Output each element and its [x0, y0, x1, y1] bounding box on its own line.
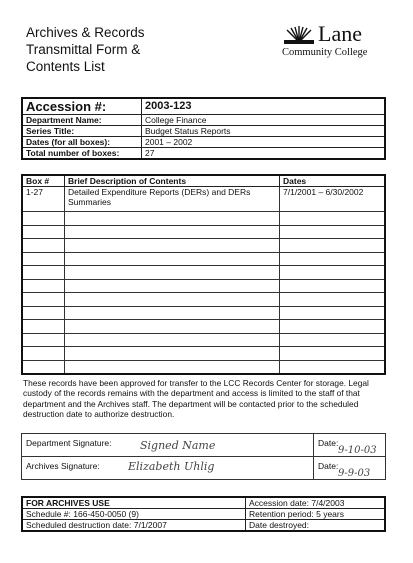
- blank-cell: [65, 360, 280, 374]
- title-line: Archives & Records: [26, 25, 145, 40]
- archives-signature-date: 9-9-03: [338, 468, 371, 479]
- series-value: Budget Status Reports: [142, 126, 386, 137]
- custody-notice: These records have been approved for transfer to the LCC Records Center for storage. Legal custody of the records remains with the department and access is limited to the staff of that department and the Archives staff. The department will be contacted prior to the scheduled destruction date to authorize destruction.: [23, 378, 369, 420]
- content-dates: 7/1/2001 – 6/30/2002: [280, 187, 386, 212]
- blank-cell: [65, 252, 280, 266]
- lane-logo: [282, 22, 392, 66]
- department-signature-date: 9-10-03: [338, 445, 377, 456]
- department-value: College Finance: [142, 115, 386, 126]
- blank-cell: [280, 252, 386, 266]
- contents-table: [21, 174, 386, 375]
- title-line: Contents List: [26, 59, 105, 74]
- contents-header-row: [22, 175, 385, 187]
- blank-cell: [22, 347, 65, 361]
- logo-wordmark: Lane: [318, 21, 362, 46]
- blank-row: [22, 333, 385, 347]
- blank-cell: [280, 225, 386, 239]
- boxes-value: 27: [142, 148, 386, 160]
- series-label: Series Title:: [22, 126, 142, 137]
- blank-cell: [280, 293, 386, 307]
- boxes-label: Total number of boxes:: [22, 148, 142, 160]
- accession-table: [21, 97, 386, 160]
- blank-cell: [280, 239, 386, 253]
- blank-cell: [22, 239, 65, 253]
- blank-row: [22, 252, 385, 266]
- table-row: [22, 187, 385, 212]
- blank-cell: [280, 347, 386, 361]
- archives-signature: Elizabeth Uhlig: [128, 460, 215, 473]
- box-number: 1-27: [22, 187, 65, 212]
- blank-row: [22, 320, 385, 334]
- schedule-number: Schedule #: 166-450-0050 (9): [22, 509, 246, 520]
- blank-cell: [65, 333, 280, 347]
- archives-signature-cell: [22, 457, 314, 480]
- blank-row: [22, 347, 385, 361]
- dates-header: Dates: [280, 175, 386, 187]
- blank-cell: [65, 212, 280, 226]
- department-label: Department Name:: [22, 115, 142, 126]
- blank-cell: [280, 333, 386, 347]
- archives-use-row: [22, 520, 385, 532]
- archives-signature-row: [22, 457, 386, 480]
- blank-cell: [280, 320, 386, 334]
- dates-value: 2001 – 2002: [142, 137, 386, 148]
- blank-cell: [22, 333, 65, 347]
- blank-cell: [22, 293, 65, 307]
- blank-cell: [280, 306, 386, 320]
- title-line: Transmittal Form &: [26, 42, 141, 57]
- boxes-row: [22, 148, 385, 160]
- form-title: [26, 24, 216, 75]
- archives-signature-label: Archives Signature:: [26, 461, 100, 471]
- blank-cell: [22, 252, 65, 266]
- retention-period: Retention period: 5 years: [246, 509, 386, 520]
- blank-row: [22, 212, 385, 226]
- accession-row: [22, 98, 385, 115]
- blank-row: [22, 279, 385, 293]
- sunburst-icon: [284, 26, 314, 44]
- department-signature-label: Department Signature:: [26, 438, 112, 448]
- blank-cell: [280, 360, 386, 374]
- description-header: Brief Description of Contents: [65, 175, 280, 187]
- blank-row: [22, 293, 385, 307]
- series-row: [22, 126, 385, 137]
- accession-value: 2003-123: [142, 98, 386, 115]
- date-destroyed: Date destroyed:: [246, 520, 386, 532]
- blank-cell: [65, 347, 280, 361]
- blank-cell: [65, 293, 280, 307]
- blank-row: [22, 360, 385, 374]
- accession-date: Accession date: 7/4/2003: [246, 497, 386, 509]
- department-signature-cell: [22, 434, 314, 457]
- blank-cell: [65, 306, 280, 320]
- signature-table: [21, 433, 386, 480]
- archives-use-heading: FOR ARCHIVES USE: [22, 497, 246, 509]
- scheduled-destruction-date: Scheduled destruction date: 7/1/2007: [22, 520, 246, 532]
- blank-cell: [280, 212, 386, 226]
- archives-use-row: [22, 497, 385, 509]
- department-date-cell: [314, 434, 386, 457]
- blank-row: [22, 239, 385, 253]
- blank-cell: [22, 279, 65, 293]
- blank-cell: [22, 225, 65, 239]
- blank-row: [22, 306, 385, 320]
- archives-use-table: [21, 496, 386, 532]
- blank-cell: [280, 279, 386, 293]
- content-description: Detailed Expenditure Reports (DERs) and DERs Summaries: [65, 187, 280, 212]
- blank-cell: [22, 360, 65, 374]
- dates-row: [22, 137, 385, 148]
- blank-cell: [280, 266, 386, 280]
- department-signature-row: [22, 434, 386, 457]
- blank-cell: [65, 279, 280, 293]
- blank-row: [22, 266, 385, 280]
- blank-row: [22, 225, 385, 239]
- blank-cell: [22, 266, 65, 280]
- department-signature: Signed Name: [140, 439, 216, 452]
- blank-cell: [65, 266, 280, 280]
- blank-cell: [65, 239, 280, 253]
- blank-cell: [65, 320, 280, 334]
- logo-subtitle: Community College: [282, 47, 368, 58]
- blank-cell: [22, 212, 65, 226]
- department-row: [22, 115, 385, 126]
- archives-date-cell: [314, 457, 386, 480]
- archives-use-row: [22, 509, 385, 520]
- accession-label: Accession #:: [22, 98, 142, 115]
- dates-label: Dates (for all boxes):: [22, 137, 142, 148]
- date-label: Date:: [318, 461, 339, 471]
- blank-cell: [22, 320, 65, 334]
- box-header: Box #: [22, 175, 65, 187]
- blank-cell: [65, 225, 280, 239]
- date-label: Date:: [318, 438, 339, 448]
- blank-cell: [22, 306, 65, 320]
